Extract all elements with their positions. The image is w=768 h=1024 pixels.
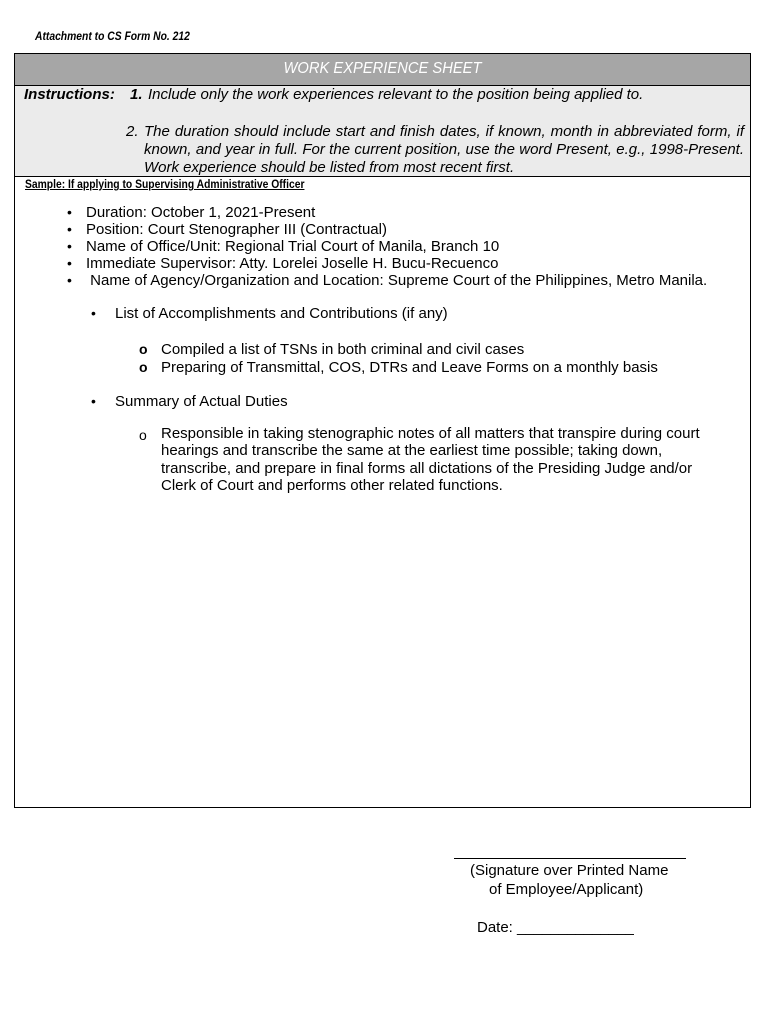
bullet-icon: • bbox=[91, 305, 96, 321]
date-field: Date: ______________ bbox=[477, 919, 634, 936]
detail-agency: Name of Agency/Organization and Location: Supreme Court of the Philippines, Metro Manila. bbox=[86, 272, 708, 289]
o-bullet-icon: o bbox=[139, 341, 148, 357]
instruction-1-number: 1. bbox=[130, 86, 143, 103]
duties-heading: Summary of Actual Duties bbox=[115, 393, 288, 410]
attachment-label: Attachment to CS Form No. 212 bbox=[35, 29, 190, 43]
sheet-title: WORK EXPERIENCE SHEET bbox=[283, 60, 482, 77]
instructions-box bbox=[15, 86, 750, 177]
instructions-label: Instructions: bbox=[24, 86, 115, 103]
instruction-2-number: 2. bbox=[126, 123, 139, 140]
signature-line bbox=[454, 858, 686, 859]
bullet-icon: • bbox=[67, 272, 72, 288]
work-experience-sheet bbox=[14, 53, 751, 808]
sheet-title-bar bbox=[15, 54, 750, 86]
duties-text: Responsible in taking stenographic notes of all matters that transpire during court hearings and transcribe the same at the earliest time possible; taking down, transcribe, and prepare in final forms all dictations of the Presiding Judge and/or Clerk of Court and performs other related functions. bbox=[161, 425, 700, 494]
instruction-2-text: The duration should include start and finish dates, if known, month in abbreviated form, if known, and year in full. For the current position, use the word Present, e.g., 1998-Present. Work experience should be listed from most recent first. bbox=[144, 123, 744, 176]
detail-office-unit: Name of Office/Unit: Regional Trial Court of Manila, Branch 10 bbox=[86, 238, 500, 255]
signature-caption-line1: (Signature over Printed Name bbox=[470, 862, 669, 879]
bullet-icon: • bbox=[67, 238, 72, 254]
bullet-icon: • bbox=[67, 204, 72, 220]
instruction-1-text: Include only the work experiences relevant to the position being applied to. bbox=[148, 86, 644, 103]
detail-duration: Duration: October 1, 2021-Present bbox=[86, 204, 316, 221]
sample-label: Sample: If applying to Supervising Administrative Officer bbox=[25, 177, 305, 191]
bullet-icon: • bbox=[67, 221, 72, 237]
bullet-icon: • bbox=[91, 393, 96, 409]
detail-position: Position: Court Stenographer III (Contractual) bbox=[86, 221, 387, 238]
o-bullet-icon: o bbox=[139, 359, 148, 375]
accomplishment-item: Preparing of Transmittal, COS, DTRs and Leave Forms on a monthly basis bbox=[161, 359, 658, 376]
o-bullet-icon: o bbox=[139, 427, 147, 443]
signature-caption-line2: of Employee/Applicant) bbox=[489, 881, 644, 898]
detail-supervisor: Immediate Supervisor: Atty. Lorelei Joselle H. Bucu-Recuenco bbox=[86, 255, 499, 272]
bullet-icon: • bbox=[67, 255, 72, 271]
accomplishments-heading: List of Accomplishments and Contributions (if any) bbox=[115, 305, 448, 322]
accomplishment-item: Compiled a list of TSNs in both criminal and civil cases bbox=[161, 341, 525, 358]
